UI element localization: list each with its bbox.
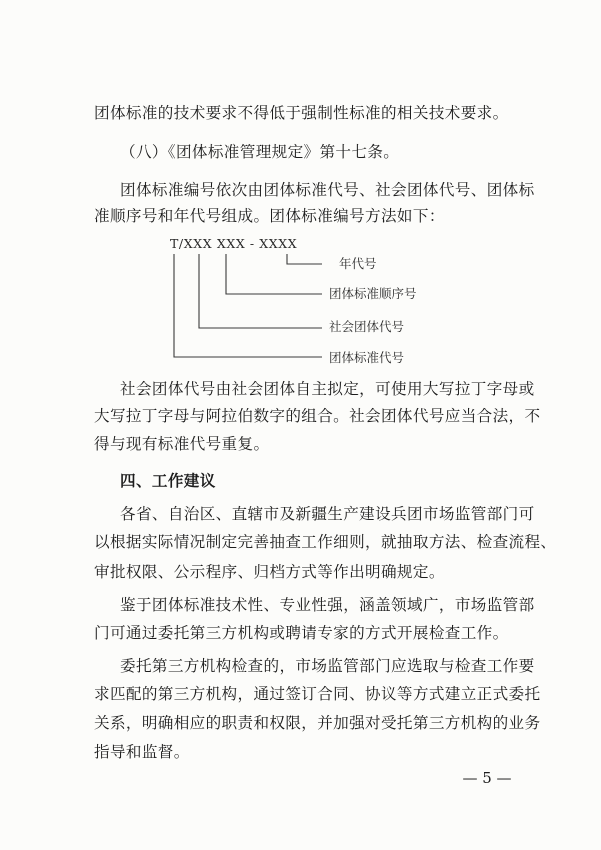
paragraph-advice-line-1: 各省、自治区、直辖市及新疆生产建设兵团市场监管部门可: [120, 505, 535, 523]
paragraph-delegation-line-4: 指导和监督。: [94, 743, 190, 761]
paragraph-org-code-line-3: 得与现有标准代号重复。: [94, 435, 270, 453]
paragraph-tech-requirements: 团体标准的技术要求不得低于强制性标准的相关技术要求。: [94, 104, 509, 122]
code-format-text: T/XXX XXX - XXXX: [170, 236, 298, 251]
paragraph-org-code-line-1: 社会团体代号由社会团体自主拟定，可使用大写拉丁字母或: [120, 380, 535, 398]
paragraph-delegation-line-2: 求匹配的第三方机构，通过签订合同、协议等方式建立正式委托: [94, 685, 541, 703]
label-year: 年代号: [339, 256, 377, 271]
page-number: — 5 —: [462, 769, 512, 787]
section-heading-4: 四、工作建议: [120, 471, 216, 490]
paragraph-org-code-line-2: 大写拉丁字母与阿拉伯数字的组合。社会团体代号应当合法，不: [94, 407, 541, 425]
label-sequence: 团体标准顺序号: [329, 286, 417, 301]
paragraph-third-party-line-2: 门可通过委托第三方机构或聘请专家的方式开展检查工作。: [94, 624, 509, 642]
paragraph-advice-line-3: 审批权限、公示程序、归档方式等作出明确规定。: [94, 563, 445, 581]
paragraph-numbering-line-2: 准顺序号和年代号组成。团体标准编号方法如下：: [94, 207, 445, 225]
label-org-code: 社会团体代号: [329, 319, 405, 334]
label-standard-code: 团体标准代号: [329, 350, 405, 365]
paragraph-delegation-line-1: 委托第三方机构检查的，市场监管部门应选取与检查工作要: [120, 657, 535, 675]
bracket-standard-code: [174, 254, 322, 357]
paragraph-delegation-line-3: 关系，明确相应的职责和权限，并加强对受托第三方机构的业务: [94, 714, 541, 732]
paragraph-advice-line-2: 以根据实际情况制定完善抽查工作细则，就抽取方法、检查流程、: [94, 533, 557, 551]
bracket-org-code: [199, 254, 322, 328]
paragraph-numbering-line-1: 团体标准编号依次由团体标准代号、社会团体代号、团体标: [120, 181, 535, 199]
article-heading-17: （八）《团体标准管理规定》第十七条。: [120, 143, 400, 161]
paragraph-third-party-line-1: 鉴于团体标准技术性、专业性强，涵盖领域广，市场监管部: [120, 596, 535, 614]
bracket-year: [287, 254, 322, 264]
bracket-sequence: [226, 254, 322, 294]
bracket-lines: [174, 254, 322, 357]
